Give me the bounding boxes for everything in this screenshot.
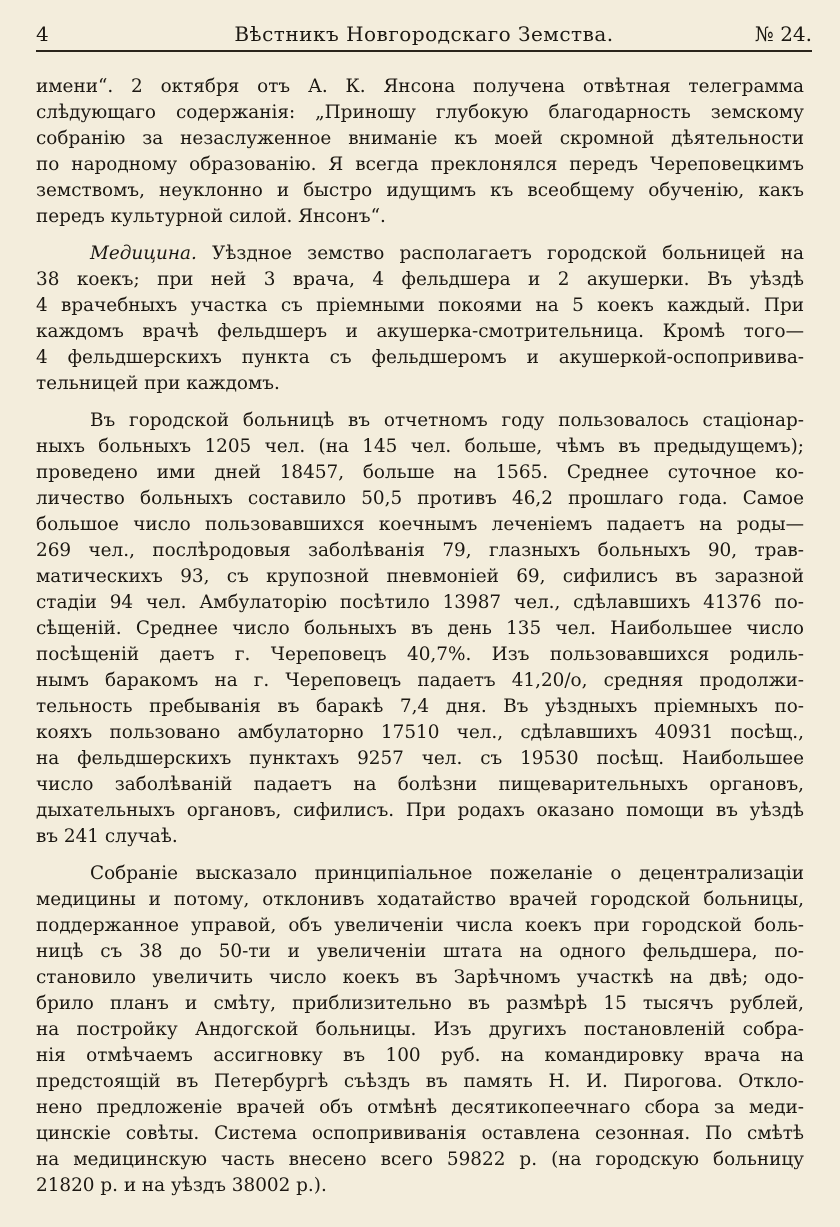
text-line: личество больныхъ составило 50,5 противъ 46,2 прошлаго года. Самое xyxy=(36,488,804,509)
text-line: собранію за незаслуженное вниманіе къ моей скромной дѣятельности xyxy=(36,128,804,149)
section-lead: Медицина. xyxy=(90,243,197,264)
text-line: на постройку Андогской больницы. Изъ другихъ постановленій собра- xyxy=(36,1019,804,1040)
paragraph xyxy=(36,74,804,230)
text-line: 38 коекъ; при ней 3 врача, 4 фельдшера и 2 акушерки. Въ уѣздѣ xyxy=(36,269,804,290)
page-number: 4 xyxy=(36,22,49,46)
text-line: цинскіе совѣты. Система оспопрививанія оставлена сезонная. По смѣтѣ xyxy=(36,1123,804,1144)
issue-number: № 24. xyxy=(754,22,812,46)
text-line: число заболѣваній падаетъ на болѣзни пищеварительныхъ органовъ, xyxy=(36,774,804,795)
text-line xyxy=(36,241,804,267)
text-line: ныхъ больныхъ 1205 чел. (на 145 чел. больше, чѣмъ въ предыдущемъ); xyxy=(36,436,804,457)
text-line: Въ городской больницѣ въ отчетномъ году пользовалось стаціонар- xyxy=(90,410,804,431)
text-line: нымъ баракомъ на г. Череповецъ падаетъ 41,20/о, средняя продолжи- xyxy=(36,670,804,691)
text-line: медицины и потому, отклонивъ ходатайство врачей городской больницы, xyxy=(36,889,804,910)
text-line: въ 241 случаѣ. xyxy=(36,826,178,847)
text-line: земствомъ, неуклонно и быстро идущимъ къ всеобщему обученію, какъ xyxy=(36,180,804,201)
text-line: сѣщеній. Среднее число больныхъ въ день 135 чел. Наибольшее число xyxy=(36,618,804,639)
text-line: тельницей при каждомъ. xyxy=(36,373,280,394)
journal-title: Вѣстникъ Новгородскаго Земства. xyxy=(234,22,614,46)
text-line: на медицинскую часть внесено всего 59822 р. (на городскую больницу xyxy=(36,1149,804,1170)
text-line: Собраніе высказало принципіальное пожеланіе о децентрализаціи xyxy=(90,863,804,884)
text-line: 21820 р. и на уѣздъ 38002 р.). xyxy=(36,1175,327,1196)
text-line: имени“. 2 октября отъ А. К. Янсона получена отвѣтная телеграмма xyxy=(36,76,804,97)
text-line: по народному образованію. Я всегда преклонялся передъ Череповецкимъ xyxy=(36,154,804,175)
text-line: посѣщеній даетъ г. Череповецъ 40,7%. Изъ пользовавшихся родиль- xyxy=(36,644,804,665)
text-line: нено предложеніе врачей объ отмѣнѣ десятикопеечнаго сбора за меди- xyxy=(36,1097,804,1118)
text-line: кояхъ пользовано амбулаторно 17510 чел., сдѣлавшихъ 40931 посѣщ., xyxy=(36,722,804,743)
text-line: матическихъ 93, съ крупозной пневмоніей 69, сифилисъ въ заразной xyxy=(36,566,804,587)
text-line: передъ культурной силой. Янсонъ“. xyxy=(36,206,386,227)
text-line: предстоящій въ Петербургѣ съѣздъ въ память Н. И. Пирогова. Откло- xyxy=(36,1071,804,1092)
paragraph xyxy=(36,861,804,1199)
text-line: большое число пользовавшихся коечнымъ леченіемъ падаетъ на роды— xyxy=(36,514,804,535)
text-line: слѣдующаго содержанія: „Приношу глубокую благодарность земскому xyxy=(36,102,804,123)
text-line: становило увеличить число коекъ въ Зарѣчномъ участкѣ на двѣ; одо- xyxy=(36,967,804,988)
text-line: поддержанное управой, объ увеличеніи числа коекъ при городской боль- xyxy=(36,915,804,936)
text-line: ницѣ съ 38 до 50-ти и увеличеніи штата на одного фельдшера, по- xyxy=(36,941,804,962)
text-line: стадіи 94 чел. Амбулаторію посѣтило 13987 чел., сдѣлавшихъ 41376 по- xyxy=(36,592,804,613)
text-line: на фельдшерскихъ пунктахъ 9257 чел. съ 19530 посѣщ. Наибольшее xyxy=(36,748,804,769)
article-body xyxy=(36,74,804,1199)
paragraph xyxy=(36,241,804,397)
text-line: брило планъ и смѣту, приблизительно въ размѣрѣ 15 тысячъ рублей, xyxy=(36,993,804,1014)
text-line: 4 врачебныхъ участка съ пріемными покоями на 5 коекъ каждый. При xyxy=(36,295,804,316)
text-line: каждомъ врачѣ фельдшеръ и акушерка-смотрительница. Кромѣ того— xyxy=(36,321,804,342)
text-line: проведено ими дней 18457, больше на 1565. Среднее суточное ко- xyxy=(36,462,804,483)
text-line: тельность пребыванія въ баракѣ 7,4 дня. Въ уѣздныхъ пріемныхъ по- xyxy=(36,696,804,717)
paragraph xyxy=(36,408,804,850)
text-line: нія отмѣчаемъ ассигновку въ 100 руб. на командировку врача на xyxy=(36,1045,804,1066)
text-run: Уѣздное земство располагаетъ городской больницей на xyxy=(196,243,804,264)
text-line: 269 чел., послѣродовыя заболѣванія 79, глазныхъ больныхъ 90, трав- xyxy=(36,540,804,561)
text-line: 4 фельдшерскихъ пункта съ фельдшеромъ и акушеркой-оспопривива- xyxy=(36,347,804,368)
running-header xyxy=(36,20,812,52)
text-line: дыхательныхъ органовъ, сифилисъ. При родахъ оказано помощи въ уѣздѣ xyxy=(36,800,804,821)
